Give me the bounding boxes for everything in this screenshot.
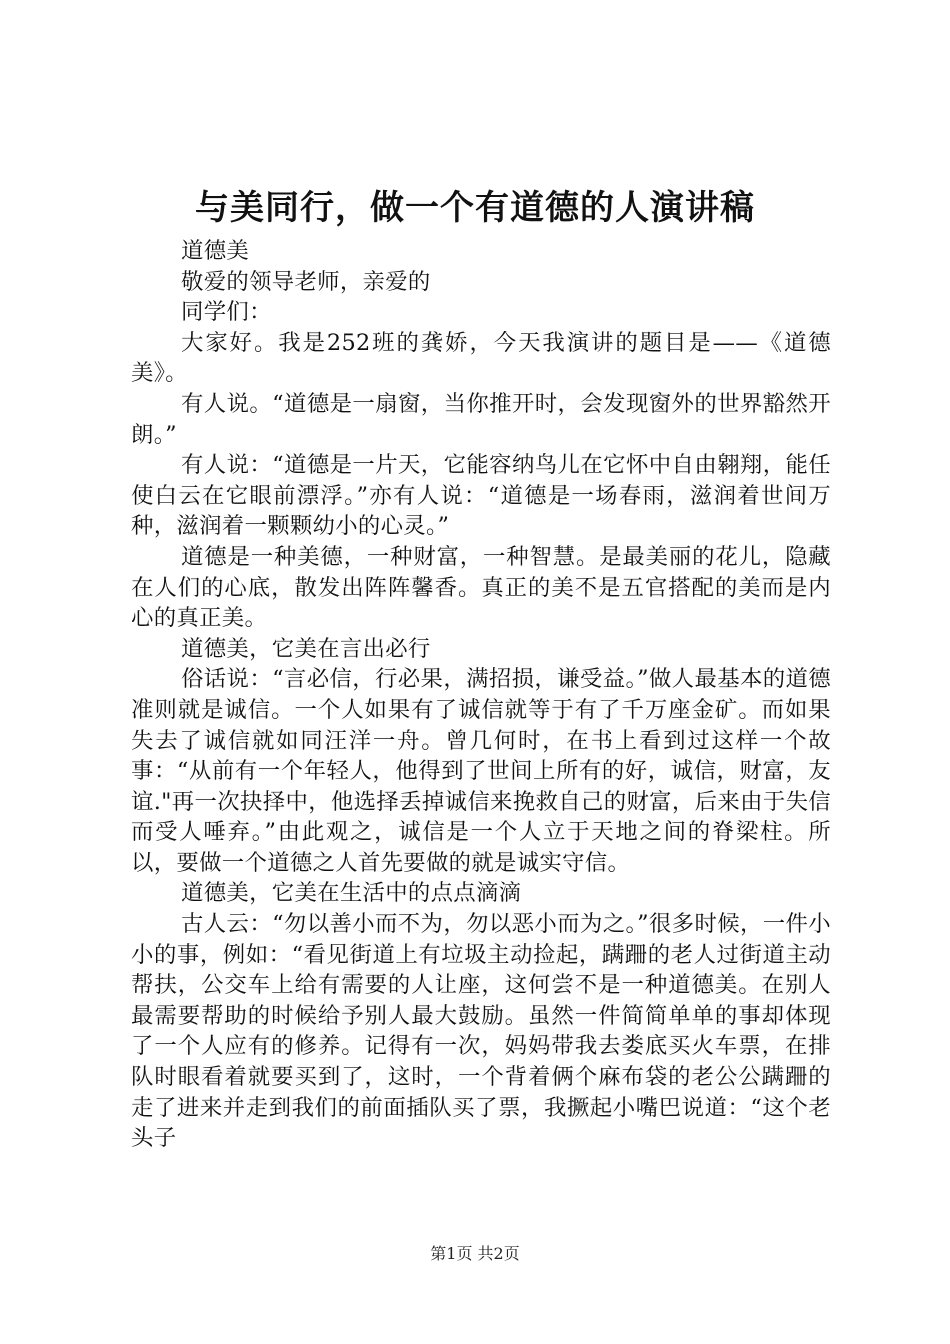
paragraph: 道德美，它美在生活中的点点滴滴 (181, 880, 522, 907)
document-title: 与美同行，做一个有道德的人演讲稿 (195, 188, 755, 228)
paragraph: 有人说。“道德是一扇窗，当你推开时，会发现窗外的世界豁然开朗。” (131, 390, 831, 448)
page-footer: 第1页 共2页 (430, 1244, 520, 1263)
paragraph: 大家好。我是252班的龚娇，今天我演讲的题目是——《道德美》。 (131, 329, 831, 387)
paragraph: 敬爱的领导老师，亲爱的 (181, 268, 431, 295)
paragraph: 俗话说：“言必信，行必果，满招损，谦受益。”做人最基本的道德准则就是诚信。一个人如果有了诚信就等于有了千万座金矿。而如果失去了诚信就如同汪洋一舟。曾几何时，在书上看到过这样一个故事：“从前有一个年轻人，他得到了世间上所有的好，诚信，财富，友谊."再一次抉择中，他选择丢掉诚信来挽救自己的财富，后来由于失信而受人唾弃。”由此观之，诚信是一个人立于天地之间的脊梁柱。所以，要做一个道德之人首先要做的就是诚实守信。 (131, 666, 831, 876)
paragraph: 道德是一种美德，一种财富，一种智慧。是最美丽的花儿，隐藏在人们的心底，散发出阵阵馨香。真正的美不是五官搭配的美而是内心的真正美。 (131, 543, 831, 632)
paragraph: 同学们： (181, 299, 272, 326)
paragraph: 有人说：“道德是一片天，它能容纳鸟儿在它怀中自由翱翔，能任使白云在它眼前漂浮。”亦有人说：“道德是一场春雨，滋润着世间万种，滋润着一颗颗幼小的心灵。” (131, 452, 831, 540)
document-body (131, 236, 831, 1154)
paragraph: 古人云：“勿以善小而不为，勿以恶小而为之。”很多时候，一件小小的事，例如：“看见街道上有垃圾主动捡起，蹒跚的老人过街道主动帮扶，公交车上给有需要的人让座，这何尝不是一种道德美。在别人最需要帮助的时候给予别人最大鼓励。虽然一件简简单单的事却体现了一个人应有的修养。记得有一次，妈妈带我去娄底买火车票，在排队时眼看着就要买到了，这时，一个背着俩个麻布袋的老公公蹒跚的走了进来并走到我们的前面插队买了票，我撅起小嘴巴说道：“这个老头子 (131, 911, 831, 1152)
paragraph: 道德美 (181, 238, 250, 264)
paragraph: 道德美，它美在言出必行 (181, 635, 431, 662)
